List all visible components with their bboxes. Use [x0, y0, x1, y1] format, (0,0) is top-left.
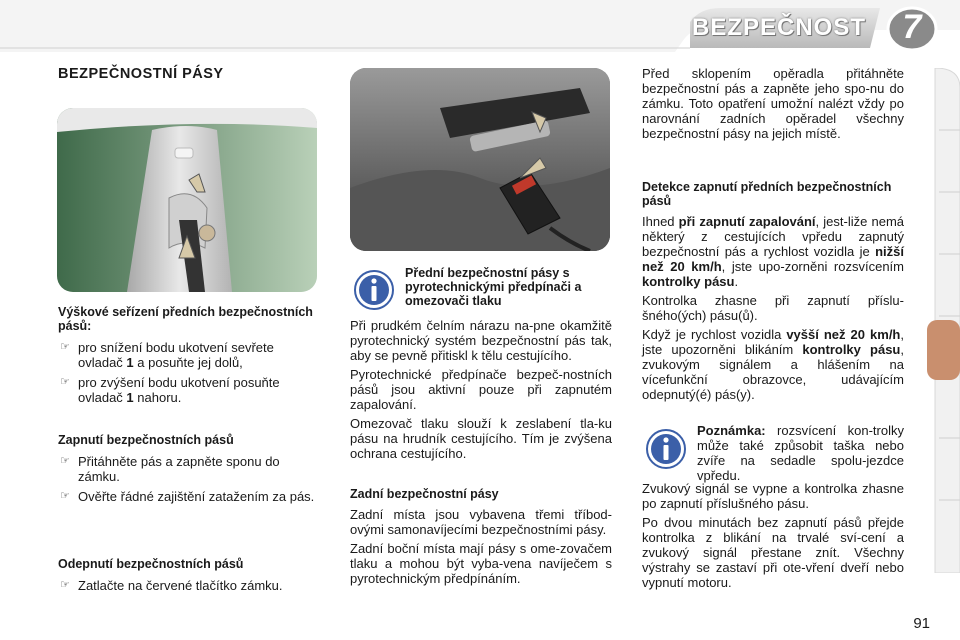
hand-pointer-icon: ☞ [60, 341, 70, 353]
info-icon [353, 269, 395, 311]
rear-belts-heading: Zadní bezpečnostní pásy [350, 487, 499, 501]
after-note-block: Zvukový signál se vypne a kontrolka zhasne po zapnutí příslušného pásu. Po dvou minutách bez zapnutí pásů přejde kontrolka z blikání na trvalé sví-cení a zvukový signál přestane znít. Všechny výstrahy se zastaví při ote-vření dveří nebo vypnutí motoru. [642, 481, 904, 590]
chapter-title: BEZPEČNOST [691, 14, 866, 41]
unfasten-block [58, 557, 320, 593]
rear-belts-block: Zadní bezpečnostní pásy Zadní místa jsou vybavena třemi tříbod-ovými samonavíjecími bezpečnostními pásy. Zadní boční místa mají pásy s ome-zovačem tlaku a mohou být vyba-vena navíječem s pyrotechnickým předpínáním. [350, 487, 612, 586]
front-belts-body: Při prudkém čelním nárazu na-pne okamžitě pyrotechnický systém bezpečnostní pás tak, aby se pevně přitiskl k tělu cestujícího. Pyrotechnické předpínače bezpeč-nostních pásů jsou aktivní pouze při zapnutém zapalování. Omezovač tlaku slouží k zeslabení tla-ku pásu na hrudník cestujícího. Tím je zvýšena ochrana cestujícího. [350, 318, 612, 461]
list-item: ☞ Zatlačte na červené tlačítko zámku. [60, 578, 283, 593]
hand-pointer-icon: ☞ [60, 579, 70, 591]
info-icon [645, 428, 687, 470]
fasten-block [58, 433, 320, 504]
unfasten-heading: Odepnutí bezpečnostních pásů [58, 557, 244, 571]
buckle-image [350, 68, 610, 251]
hand-pointer-icon: ☞ [60, 376, 70, 388]
hand-pointer-icon: ☞ [60, 455, 70, 467]
list-item: ☞ pro snížení bodu ukotvení sevřete ovladač 1 a posuňte jej dolů, [60, 340, 274, 370]
height-adjust-heading: Výškové seřízení předních bezpečnostních pásů: [58, 305, 313, 333]
list-item: ☞ Přitáhněte pás a zapněte sponu do zámku. [60, 454, 280, 484]
front-belts-heading: Přední bezpečnostní pásy s pyrotechnickými předpínači a omezovači tlaku [405, 266, 582, 308]
section-title: BEZPEČNOSTNÍ PÁSY [58, 66, 224, 82]
note-label: Poznámka: [697, 423, 766, 438]
list-item: ☞ Ověřte řádné zajištění zatažením za pás. [60, 489, 315, 504]
active-chapter-tab [927, 320, 960, 380]
pillar-image [57, 108, 317, 292]
hand-pointer-icon: ☞ [60, 490, 70, 502]
before-fold-block: Před sklopením opěradla přitáhněte bezpečnostní pás a zapněte jeho spo-nu do zámku. Toto opatření umožní nalézt vždy po narovnání zadních opěradel všechny bezpečnostní pásy na jejich místě. [642, 66, 904, 141]
list-item: ☞ pro zvýšení bodu ukotvení posuňte ovladač 1 nahoru. [60, 375, 280, 405]
page-header [0, 0, 960, 60]
fasten-heading: Zapnutí bezpečnostních pásů [58, 433, 234, 447]
note-block: Poznámka: rozsvícení kon-trolky může také způsobit taška nebo zvíře na sedadle spolu-jezdce vpředu. [697, 423, 904, 483]
detection-block: Detekce zapnutí předních bezpečnostních pásů Ihned při zapnutí zapalování, jest-liže nemá některý z cestujících vpředu zapnutý bezpečnostní pás a rychlost vozidla je nižší než 20 km/h, jste upo-zorněni rozsvícením kontrolky pásu. Kontrolka zhasne při zapnutí příslu-šného(ých) pásu(ů). Když je rychlost vozidla vyšší než 20 km/h, jste upozorněni blikáním kontrolky pásu, zvukovým signálem a hlášením na vícefunkční obrazovce, udávajícím odepnutý(é) pás(y). [642, 180, 905, 402]
page-number: 91 [913, 615, 930, 632]
front-belts-heading-block [405, 266, 613, 308]
height-adjust-block [58, 305, 320, 405]
detection-heading: Detekce zapnutí předních bezpečnostních pásů [642, 180, 892, 208]
chapter-tabs [927, 68, 960, 573]
chapter-number: 7 [902, 8, 922, 46]
